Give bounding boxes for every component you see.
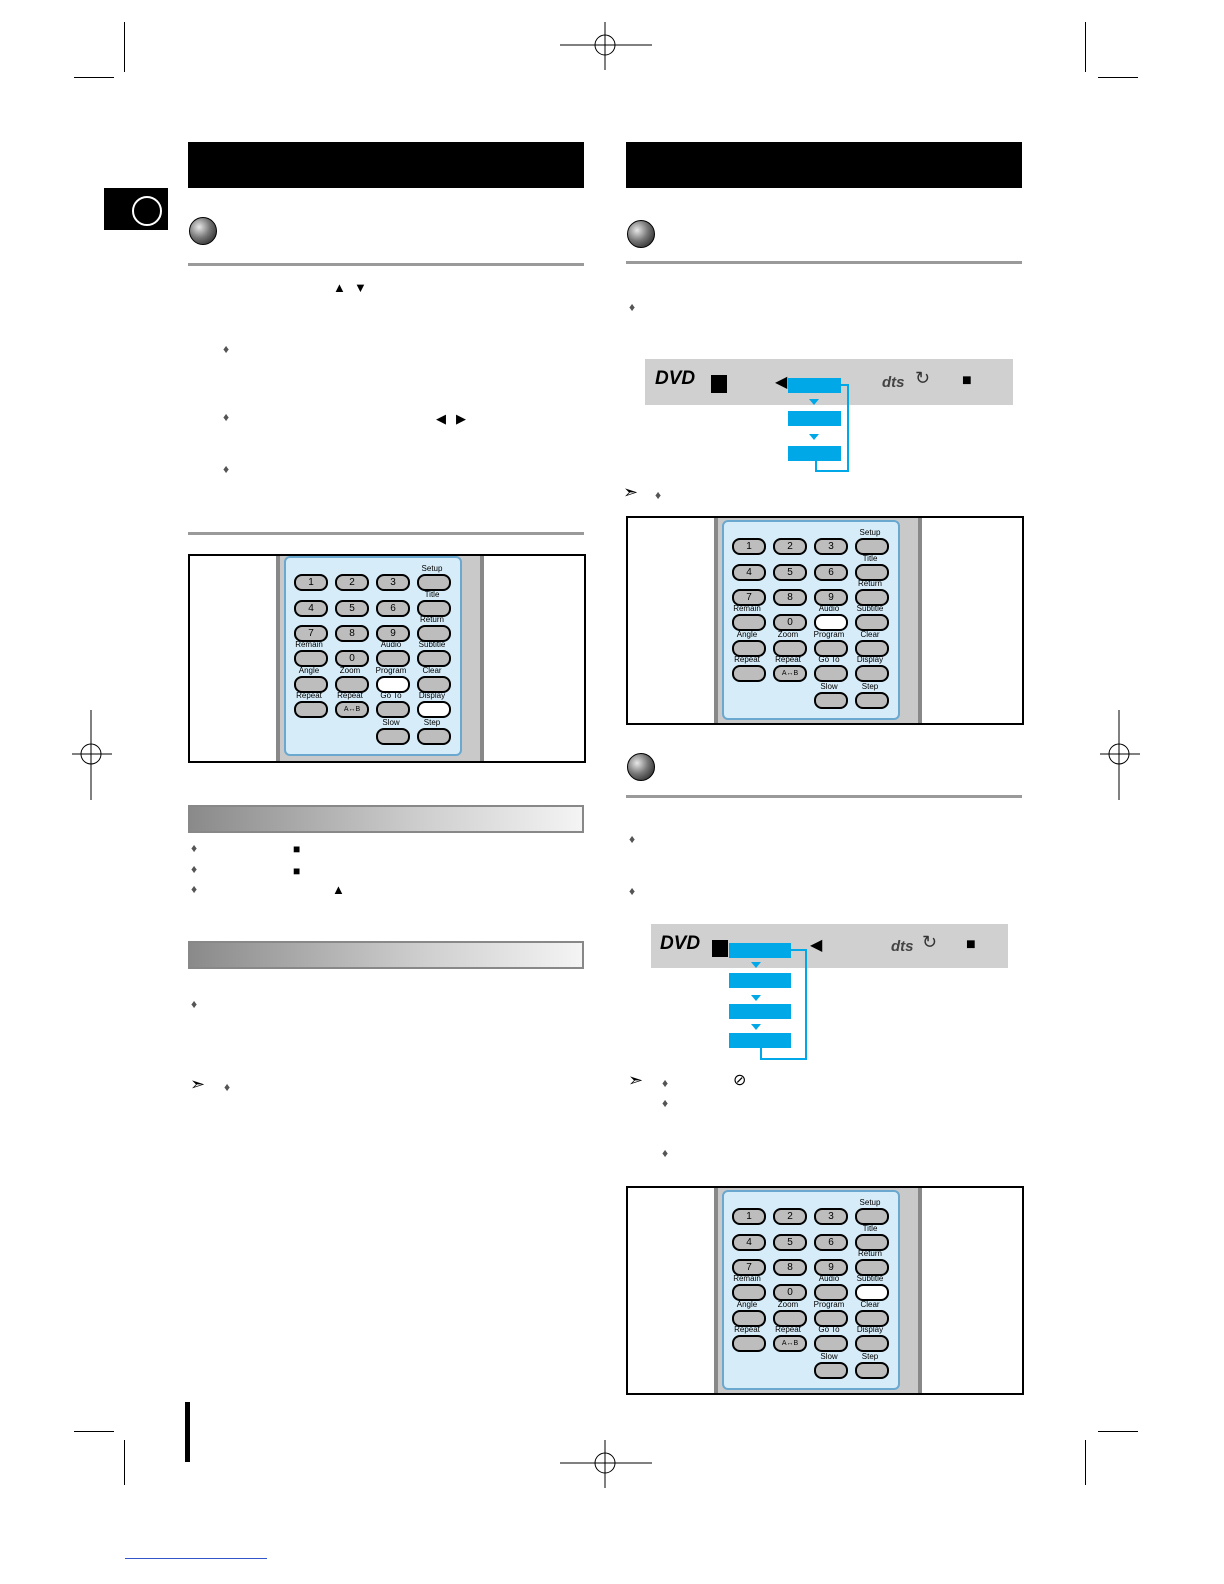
remote-key xyxy=(855,1362,889,1379)
subtitle-icon xyxy=(711,375,727,393)
crop-mark xyxy=(74,77,114,78)
remote-key: 8 xyxy=(773,589,807,606)
diamond-bullet-icon: ♦ xyxy=(629,300,636,314)
remote-key-label: Return xyxy=(857,1249,882,1258)
remote-key-label: Slow xyxy=(820,682,838,691)
remote-key-label: Repeat xyxy=(734,655,760,664)
up-arrow-icon: ▲ xyxy=(333,280,346,295)
registration-mark xyxy=(560,22,652,72)
subtitle-option-box xyxy=(729,973,791,988)
remote-illustration xyxy=(626,516,1024,725)
remote-key-label: Repeat xyxy=(296,691,322,700)
loop-line xyxy=(815,470,849,472)
prohibited-icon: ⊘ xyxy=(733,1072,747,1089)
remote-key-label: Repeat xyxy=(775,655,801,664)
diamond-bullet-icon: ♦ xyxy=(223,342,230,356)
diamond-bullet-icon: ♦ xyxy=(223,410,230,424)
audio-selection-box xyxy=(788,378,841,393)
remote-key: A↔B xyxy=(773,1335,807,1352)
remote-key-label: Remain xyxy=(295,640,323,649)
section-rule xyxy=(188,532,584,535)
remote-key-label: Display xyxy=(856,655,884,664)
remote-key xyxy=(732,665,766,682)
remote-keypad xyxy=(284,556,462,756)
diamond-bullet-icon: ♦ xyxy=(223,462,230,476)
remote-key: 0 xyxy=(335,650,369,667)
remote-key-label: Title xyxy=(424,590,440,599)
remote-key: A↔B xyxy=(773,665,807,682)
left-arrow-icon: ◀ xyxy=(436,411,446,426)
diamond-bullet-icon: ♦ xyxy=(191,882,198,896)
remote-key: 4 xyxy=(732,564,766,581)
dts-logo: dts xyxy=(882,374,905,391)
remote-keypad xyxy=(722,520,900,720)
crop-mark xyxy=(74,1431,114,1432)
crop-mark xyxy=(1085,1440,1086,1485)
stop-icon: ■ xyxy=(293,842,301,856)
remote-key-label: Subtitle xyxy=(856,1274,884,1283)
diamond-bullet-icon: ♦ xyxy=(191,841,198,855)
remote-key-label: Clear xyxy=(422,666,442,675)
diamond-bullet-icon: ♦ xyxy=(629,884,636,898)
remote-key-label: Go To xyxy=(380,691,402,700)
stop-icon: ■ xyxy=(293,864,301,878)
angle-camera-icon: ■ xyxy=(962,372,972,389)
remote-key-label: Display xyxy=(856,1325,884,1334)
section-rule xyxy=(188,263,584,266)
remote-key xyxy=(732,1335,766,1352)
right-arrow-icon: ▶ xyxy=(456,411,466,426)
down-arrow-icon: ▼ xyxy=(354,280,367,295)
remote-key: 7 xyxy=(294,625,328,642)
remote-key: 6 xyxy=(814,1234,848,1251)
remote-key: 3 xyxy=(376,574,410,591)
remote-key-label: Setup xyxy=(859,1198,881,1207)
crop-mark xyxy=(124,22,125,72)
remote-key-label: Repeat xyxy=(775,1325,801,1334)
remote-key xyxy=(814,665,848,682)
remote-key: 5 xyxy=(773,1234,807,1251)
remote-key: 4 xyxy=(294,600,328,617)
remote-key-label: Subtitle xyxy=(418,640,446,649)
remote-key xyxy=(417,650,451,667)
diamond-bullet-icon: ♦ xyxy=(191,997,198,1011)
remote-key: 8 xyxy=(773,1259,807,1276)
remote-key-label: Repeat xyxy=(734,1325,760,1334)
remote-key: 1 xyxy=(732,1208,766,1225)
remote-key xyxy=(814,1284,848,1301)
remote-key: 6 xyxy=(376,600,410,617)
language-tab-circle xyxy=(132,196,162,226)
page-number-bar xyxy=(185,1402,190,1462)
remote-body xyxy=(714,1188,922,1393)
remote-body xyxy=(276,556,484,761)
remote-key: 2 xyxy=(773,1208,807,1225)
remote-key-label: Slow xyxy=(382,718,400,727)
crop-mark xyxy=(1085,22,1086,72)
dvd-logo: DVD xyxy=(655,368,696,389)
remote-key xyxy=(376,728,410,745)
gradient-header-bar xyxy=(188,805,584,833)
remote-key-label: Angle xyxy=(736,630,758,639)
remote-key xyxy=(417,574,451,591)
remote-key-label: Return xyxy=(419,615,444,624)
speaker-icon: ◀ xyxy=(810,937,823,954)
remote-key: 9 xyxy=(814,1259,848,1276)
remote-key xyxy=(855,614,889,631)
remote-key-label: Return xyxy=(857,579,882,588)
subtitle-option-box xyxy=(729,1033,791,1048)
down-arrow-icon xyxy=(751,995,761,1001)
remote-key xyxy=(855,665,889,682)
note-arrow-icon: ➣ xyxy=(190,1074,206,1094)
remote-key-label: Subtitle xyxy=(856,604,884,613)
remote-key xyxy=(855,538,889,555)
diamond-bullet-icon: ♦ xyxy=(191,862,198,876)
audio-option-box xyxy=(788,446,841,461)
dvd-logo: DVD xyxy=(660,933,701,954)
remote-key: A↔B xyxy=(335,701,369,718)
remote-key xyxy=(855,1284,889,1301)
remote-illustration xyxy=(188,554,586,763)
remote-key: 5 xyxy=(773,564,807,581)
remote-key-label: Step xyxy=(423,718,441,727)
remote-key-label: Audio xyxy=(818,604,840,613)
diamond-bullet-icon: ♦ xyxy=(662,1146,669,1160)
remote-key xyxy=(855,1335,889,1352)
remote-key xyxy=(855,692,889,709)
crop-mark xyxy=(124,1440,125,1485)
down-arrow-icon xyxy=(809,434,819,440)
remote-key xyxy=(294,650,328,667)
remote-key: 9 xyxy=(376,625,410,642)
eject-icon: ▲ xyxy=(332,882,345,897)
registration-mark xyxy=(72,710,112,800)
remote-key: 7 xyxy=(732,589,766,606)
remote-key-label: Go To xyxy=(818,1325,840,1334)
section-bullet-icon xyxy=(627,753,655,781)
remote-key: 4 xyxy=(732,1234,766,1251)
audio-option-box xyxy=(788,411,841,426)
diamond-bullet-icon: ♦ xyxy=(224,1080,231,1094)
diamond-bullet-icon: ♦ xyxy=(629,832,636,846)
loop-line xyxy=(841,384,849,386)
remote-key-label: Remain xyxy=(733,604,761,613)
remote-key-label: Program xyxy=(813,630,845,639)
remote-illustration xyxy=(626,1186,1024,1395)
angle-camera-icon: ■ xyxy=(966,936,976,953)
remote-key: 8 xyxy=(335,625,369,642)
remote-key-label: Title xyxy=(862,554,878,563)
subtitle-icon xyxy=(712,940,728,957)
loop-line xyxy=(760,1058,807,1060)
remote-key xyxy=(814,1362,848,1379)
bottom-link-line xyxy=(125,1558,267,1559)
remote-key-label: Zoom xyxy=(339,666,361,675)
crop-mark xyxy=(1098,77,1138,78)
remote-key-label: Step xyxy=(861,682,879,691)
remote-key-label: Program xyxy=(813,1300,845,1309)
remote-key xyxy=(814,1335,848,1352)
remote-key xyxy=(376,701,410,718)
section-bullet-icon xyxy=(189,217,217,245)
remote-key-label: Angle xyxy=(298,666,320,675)
remote-body xyxy=(714,518,922,723)
remote-key xyxy=(732,1284,766,1301)
note-arrow-icon: ➣ xyxy=(623,482,639,502)
remote-key: 3 xyxy=(814,538,848,555)
remote-keypad xyxy=(722,1190,900,1390)
loop-line xyxy=(760,1048,762,1059)
remote-key xyxy=(855,1208,889,1225)
subtitle-selection-box xyxy=(729,943,791,958)
remote-key: 6 xyxy=(814,564,848,581)
diamond-bullet-icon: ♦ xyxy=(662,1096,669,1110)
remote-key-label: Angle xyxy=(736,1300,758,1309)
remote-key xyxy=(814,614,848,631)
subtitle-option-box xyxy=(729,1004,791,1019)
remote-key: 2 xyxy=(335,574,369,591)
speaker-icon: ◀ xyxy=(775,374,788,391)
down-arrow-icon xyxy=(751,1024,761,1030)
loop-line xyxy=(805,949,807,1059)
remote-key: 1 xyxy=(732,538,766,555)
section-rule xyxy=(626,795,1022,798)
section-rule xyxy=(626,261,1022,264)
loop-line xyxy=(791,949,807,951)
remote-key: 1 xyxy=(294,574,328,591)
remote-key-label: Clear xyxy=(860,1300,880,1309)
remote-key-label: Go To xyxy=(818,655,840,664)
osd-bar xyxy=(651,924,1008,968)
dts-logo: dts xyxy=(891,938,914,955)
remote-key: 7 xyxy=(732,1259,766,1276)
remote-key: 5 xyxy=(335,600,369,617)
diamond-bullet-icon: ♦ xyxy=(662,1076,669,1090)
remote-key-label: Slow xyxy=(820,1352,838,1361)
remote-key xyxy=(732,614,766,631)
remote-key-label: Repeat xyxy=(337,691,363,700)
remote-key-label: Clear xyxy=(860,630,880,639)
remote-key-label: Remain xyxy=(733,1274,761,1283)
remote-key: 2 xyxy=(773,538,807,555)
remote-key: 3 xyxy=(814,1208,848,1225)
remote-key xyxy=(417,701,451,718)
loop-line xyxy=(815,461,817,471)
gradient-header-bar xyxy=(188,941,584,969)
registration-mark xyxy=(560,1440,652,1490)
left-title-bar xyxy=(188,142,584,188)
registration-mark xyxy=(1100,710,1140,800)
repeat-icon: ↻ xyxy=(915,368,931,388)
note-arrow-icon: ➣ xyxy=(628,1070,644,1090)
remote-key-label: Zoom xyxy=(777,630,799,639)
remote-key-label: Setup xyxy=(859,528,881,537)
down-arrow-icon xyxy=(751,962,761,968)
diamond-bullet-icon: ♦ xyxy=(655,488,662,502)
remote-key: 9 xyxy=(814,589,848,606)
down-arrow-icon xyxy=(809,399,819,405)
loop-line xyxy=(847,384,849,471)
section-bullet-icon xyxy=(627,220,655,248)
remote-key-label: Audio xyxy=(818,1274,840,1283)
repeat-icon: ↻ xyxy=(922,932,938,952)
remote-key-label: Program xyxy=(375,666,407,675)
crop-mark xyxy=(1098,1431,1138,1432)
remote-key-label: Audio xyxy=(380,640,402,649)
remote-key xyxy=(814,692,848,709)
remote-key-label: Zoom xyxy=(777,1300,799,1309)
remote-key xyxy=(376,650,410,667)
remote-key: 0 xyxy=(773,614,807,631)
remote-key xyxy=(294,701,328,718)
remote-key xyxy=(417,728,451,745)
remote-key-label: Display xyxy=(418,691,446,700)
remote-key-label: Step xyxy=(861,1352,879,1361)
remote-key-label: Setup xyxy=(421,564,443,573)
remote-key-label: Title xyxy=(862,1224,878,1233)
right-title-bar xyxy=(626,142,1022,188)
remote-key: 0 xyxy=(773,1284,807,1301)
